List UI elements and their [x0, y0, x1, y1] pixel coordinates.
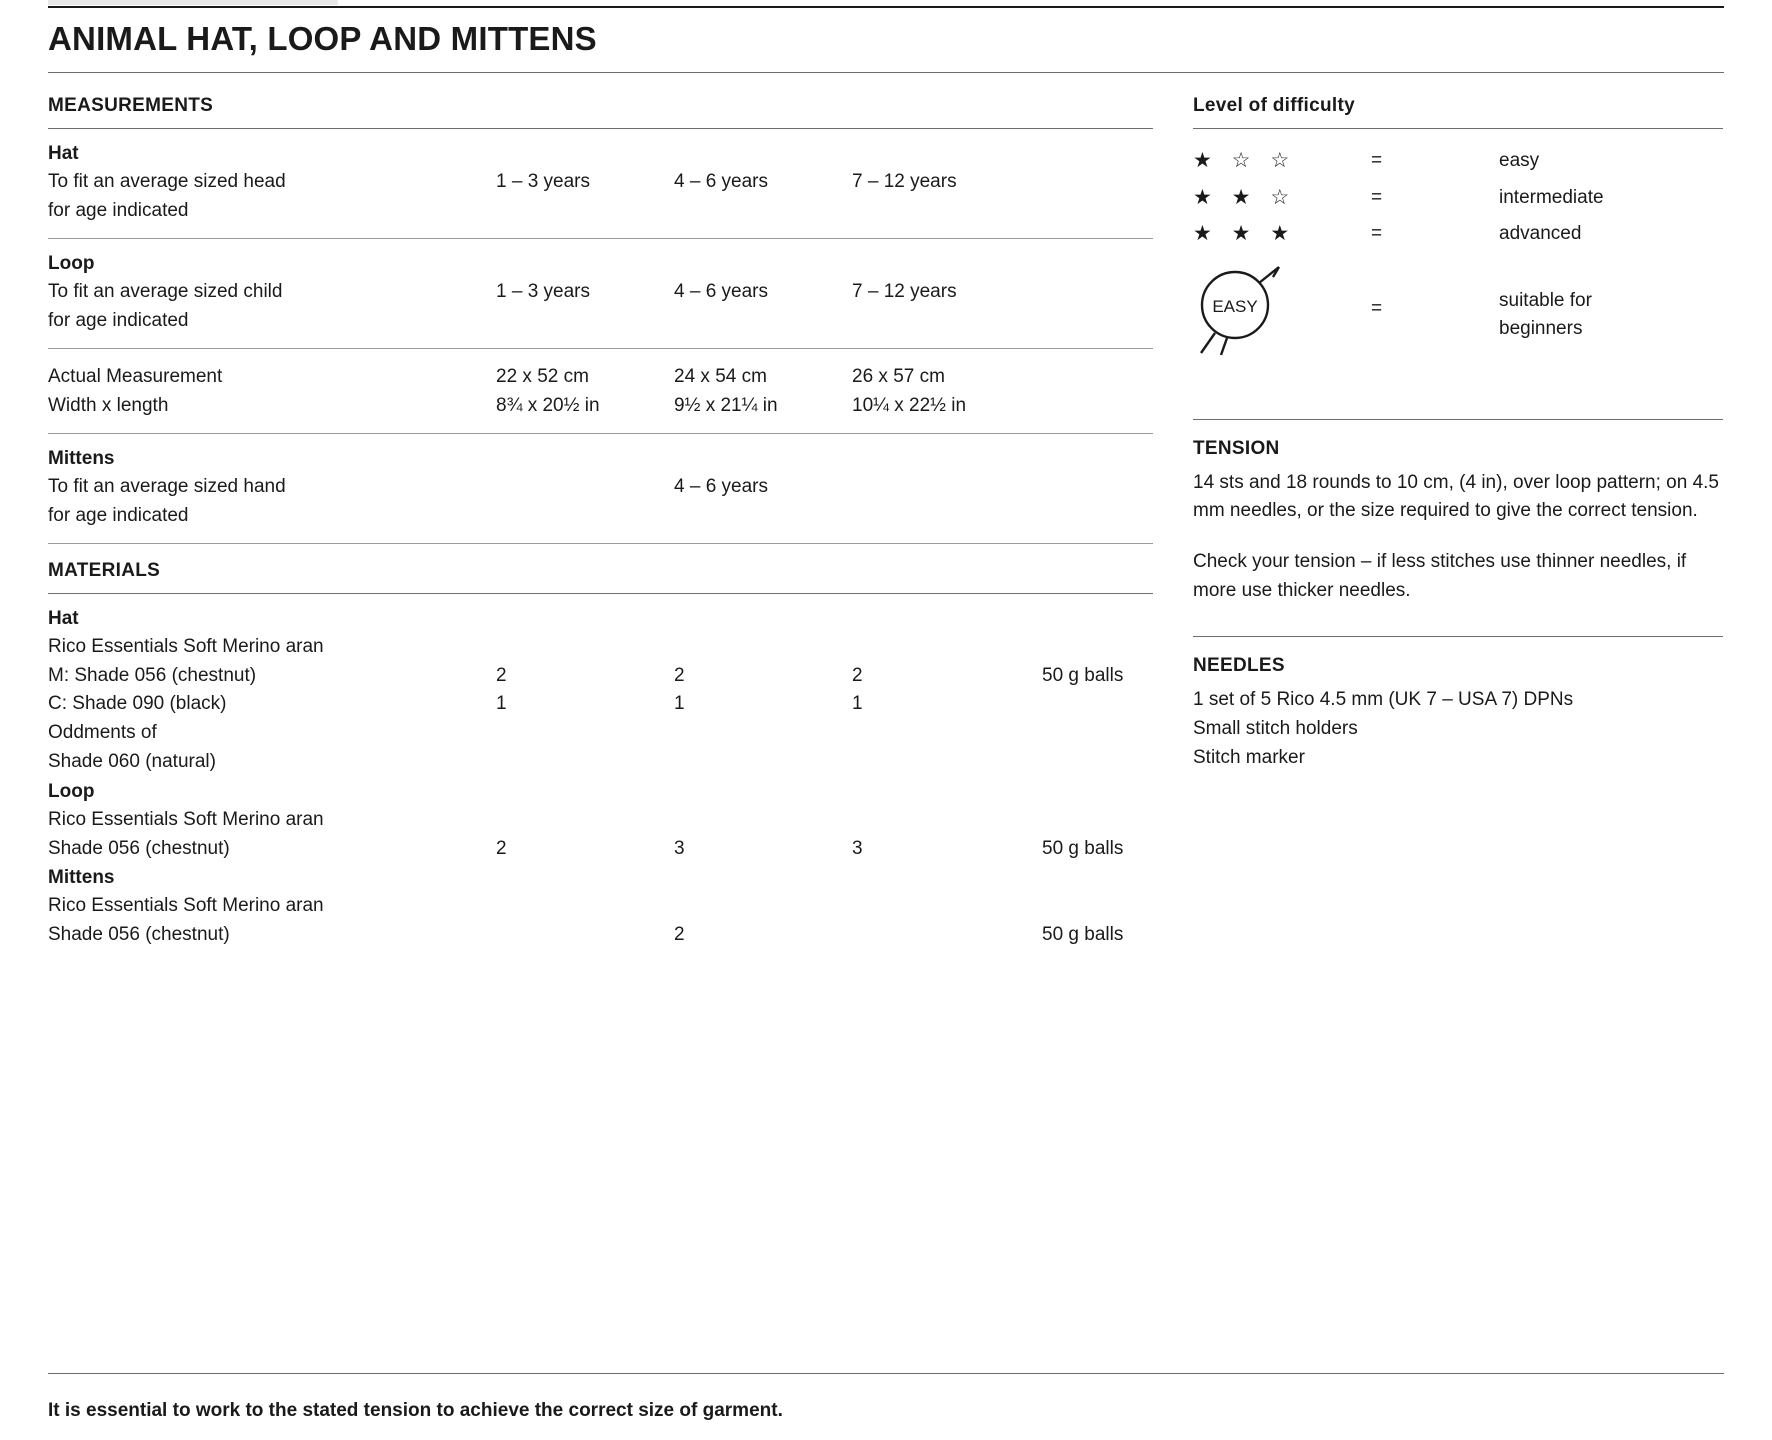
materials-hat-main-label: M: Shade 056 (chestnut)	[48, 664, 257, 686]
measurements-heading: MEASUREMENTS	[48, 95, 214, 116]
measurements-mittens-row-2	[48, 502, 1153, 531]
materials-loop-unit: 50 g balls	[1042, 837, 1124, 859]
tension-rule	[1193, 419, 1723, 420]
measurements-hat-size-1: 1 – 3 years	[496, 171, 590, 192]
measurements-actual-imperial-2: 9½ x 21¼ in	[674, 394, 778, 416]
page-title: ANIMAL HAT, LOOP AND MITTENS	[48, 20, 597, 57]
materials-loop-row	[48, 835, 1153, 864]
difficulty-label-easy: easy	[1499, 150, 1540, 171]
materials-loop-v1: 2	[496, 837, 507, 859]
measurements-hat-size-2: 4 – 6 years	[674, 171, 768, 192]
measurements-loop-row	[48, 278, 1153, 307]
stars-icon-intermediate: ★ ★ ☆	[1193, 185, 1297, 209]
measurements-mittens-spacer	[496, 473, 674, 502]
difficulty-row-easy	[1193, 147, 1723, 176]
needles-rule	[1193, 636, 1723, 637]
difficulty-label-intermediate: intermediate	[1499, 186, 1604, 208]
measurements-mittens-subhead: Mittens	[48, 448, 115, 469]
materials-mittens-v3	[852, 921, 1042, 950]
needles-line-3: Stitch marker	[1193, 746, 1305, 768]
materials-hat-contrast-v2: 1	[674, 693, 685, 715]
tension-heading: TENSION	[1193, 437, 1280, 459]
footer-note: It is essential to work to the stated tension to achieve the correct size of garment.	[48, 1400, 783, 1421]
difficulty-label-beginners	[1499, 261, 1723, 344]
measurements-mittens-size: 4 – 6 years	[674, 476, 768, 497]
easy-badge-text: EASY	[1212, 296, 1258, 316]
difficulty-label-advanced: advanced	[1499, 223, 1582, 244]
measurements-actual-imperial-3: 10¼ x 22½ in	[852, 394, 967, 416]
difficulty-heading: Level of difficulty	[1193, 95, 1355, 116]
measurements-actual-block	[48, 349, 1153, 433]
materials-loop-v3: 3	[852, 837, 863, 859]
tension-paragraph-2: Check your tension – if less stitches use thinner needles, if more use thicker needles.	[1193, 551, 1687, 602]
materials-hat-main-unit: 50 g balls	[1042, 664, 1124, 686]
materials-hat-yarn: Rico Essentials Soft Merino aran	[48, 636, 324, 657]
difficulty-row-intermediate	[1193, 184, 1723, 213]
beginners-line-2: beginners	[1499, 318, 1583, 339]
materials-hat-oddments-shade: Shade 060 (natural)	[48, 750, 216, 772]
measurements-actual-metric-3: 26 x 57 cm	[852, 366, 945, 387]
tension-gap	[1193, 526, 1723, 548]
measurements-actual-imperial-1: 8¾ x 20½ in	[496, 394, 600, 416]
materials-hat-contrast-v1: 1	[496, 693, 507, 715]
right-column	[1193, 95, 1723, 773]
measurements-hat-subhead: Hat	[48, 143, 79, 164]
measurements-mittens-row	[48, 473, 1153, 502]
materials-hat-main-v1: 2	[496, 664, 507, 686]
needles-heading: NEEDLES	[1193, 655, 1285, 676]
measurements-actual-label: Actual Measurement	[48, 366, 223, 387]
difficulty-rule	[1193, 128, 1723, 129]
difficulty-equals-1: =	[1371, 150, 1383, 171]
easy-badge-icon	[1193, 261, 1371, 357]
needles-line-2: Small stitch holders	[1193, 717, 1358, 739]
measurements-loop-subhead: Loop	[48, 253, 95, 274]
stars-icon-advanced: ★ ★ ★	[1193, 222, 1297, 245]
measurements-loop-label: To fit an average sized child	[48, 281, 283, 302]
measurements-hat-label-2: for age indicated	[48, 199, 189, 221]
measurements-loop-size-1: 1 – 3 years	[496, 281, 590, 302]
materials-hat-contrast-v3: 1	[852, 693, 863, 715]
needles-line-1: 1 set of 5 Rico 4.5 mm (UK 7 – USA 7) DPNs	[1193, 689, 1574, 710]
measurements-mittens-label-2: for age indicated	[48, 504, 189, 526]
materials-mittens-unit: 50 g balls	[1042, 923, 1124, 945]
beginners-line-1: suitable for	[1499, 289, 1592, 311]
top-rule	[48, 6, 1724, 8]
footer-divider	[48, 1373, 1724, 1374]
difficulty-row-advanced	[1193, 220, 1723, 249]
materials-hat-row-main	[48, 662, 1153, 691]
measurements-actual-metric-1: 22 x 52 cm	[496, 366, 589, 387]
materials-hat-contrast-unit	[1042, 690, 1153, 719]
measurements-hat-label: To fit an average sized head	[48, 171, 286, 192]
difficulty-equals-4: =	[1371, 297, 1383, 319]
materials-hat-main-v2: 2	[674, 664, 685, 686]
measurements-loop-label-2: for age indicated	[48, 309, 189, 331]
measurements-actual-row	[48, 363, 1153, 392]
measurements-actual-metric-2: 24 x 54 cm	[674, 366, 767, 387]
measurements-loop-size-3: 7 – 12 years	[852, 281, 957, 302]
materials-mittens-yarn: Rico Essentials Soft Merino aran	[48, 895, 324, 916]
materials-heading: MATERIALS	[48, 560, 161, 581]
materials-mittens-row	[48, 921, 1153, 950]
left-column	[48, 95, 1153, 962]
materials-mittens-v2: 2	[674, 923, 685, 945]
tension-paragraph-1: 14 sts and 18 rounds to 10 cm, (4 in), over loop pattern; on 4.5 mm needles, or the size required to give the correct tension.	[1193, 471, 1719, 522]
materials-hat-contrast-label: C: Shade 090 (black)	[48, 693, 227, 715]
measurements-loop-block	[48, 239, 1153, 348]
measurements-hat-row	[48, 168, 1153, 197]
content-columns	[48, 95, 1724, 962]
materials-mittens-v1	[496, 921, 674, 950]
measurements-hat-block	[48, 129, 1153, 238]
materials-hat-subhead: Hat	[48, 608, 79, 629]
difficulty-equals-2: =	[1371, 186, 1383, 208]
materials-body	[48, 594, 1153, 962]
difficulty-table	[1193, 131, 1723, 357]
measurements-mittens-label: To fit an average sized hand	[48, 476, 286, 497]
materials-hat-oddments: Oddments of	[48, 721, 157, 743]
difficulty-equals-3: =	[1371, 223, 1383, 244]
measurements-loop-row-2	[48, 307, 1153, 336]
measurements-hat-row-2	[48, 197, 1153, 226]
difficulty-row-beginners	[1193, 261, 1723, 357]
materials-hat-main-v3: 2	[852, 664, 863, 686]
measurements-actual-label-2: Width x length	[48, 394, 169, 416]
materials-loop-label: Shade 056 (chestnut)	[48, 837, 230, 859]
materials-loop-yarn: Rico Essentials Soft Merino aran	[48, 808, 324, 830]
materials-mittens-label: Shade 056 (chestnut)	[48, 923, 230, 945]
materials-hat-row-contrast	[48, 690, 1153, 719]
materials-mittens-subhead: Mittens	[48, 867, 115, 888]
measurements-loop-size-2: 4 – 6 years	[674, 281, 768, 302]
stars-icon-easy: ★ ☆ ☆	[1193, 149, 1297, 172]
materials-loop-v2: 3	[674, 837, 685, 859]
top-edge-strip	[48, 0, 338, 5]
measurements-hat-size-3: 7 – 12 years	[852, 171, 957, 192]
title-divider	[48, 72, 1724, 73]
measurements-actual-row-2	[48, 392, 1153, 421]
measurements-mittens-block	[48, 434, 1153, 543]
materials-loop-subhead: Loop	[48, 780, 95, 802]
